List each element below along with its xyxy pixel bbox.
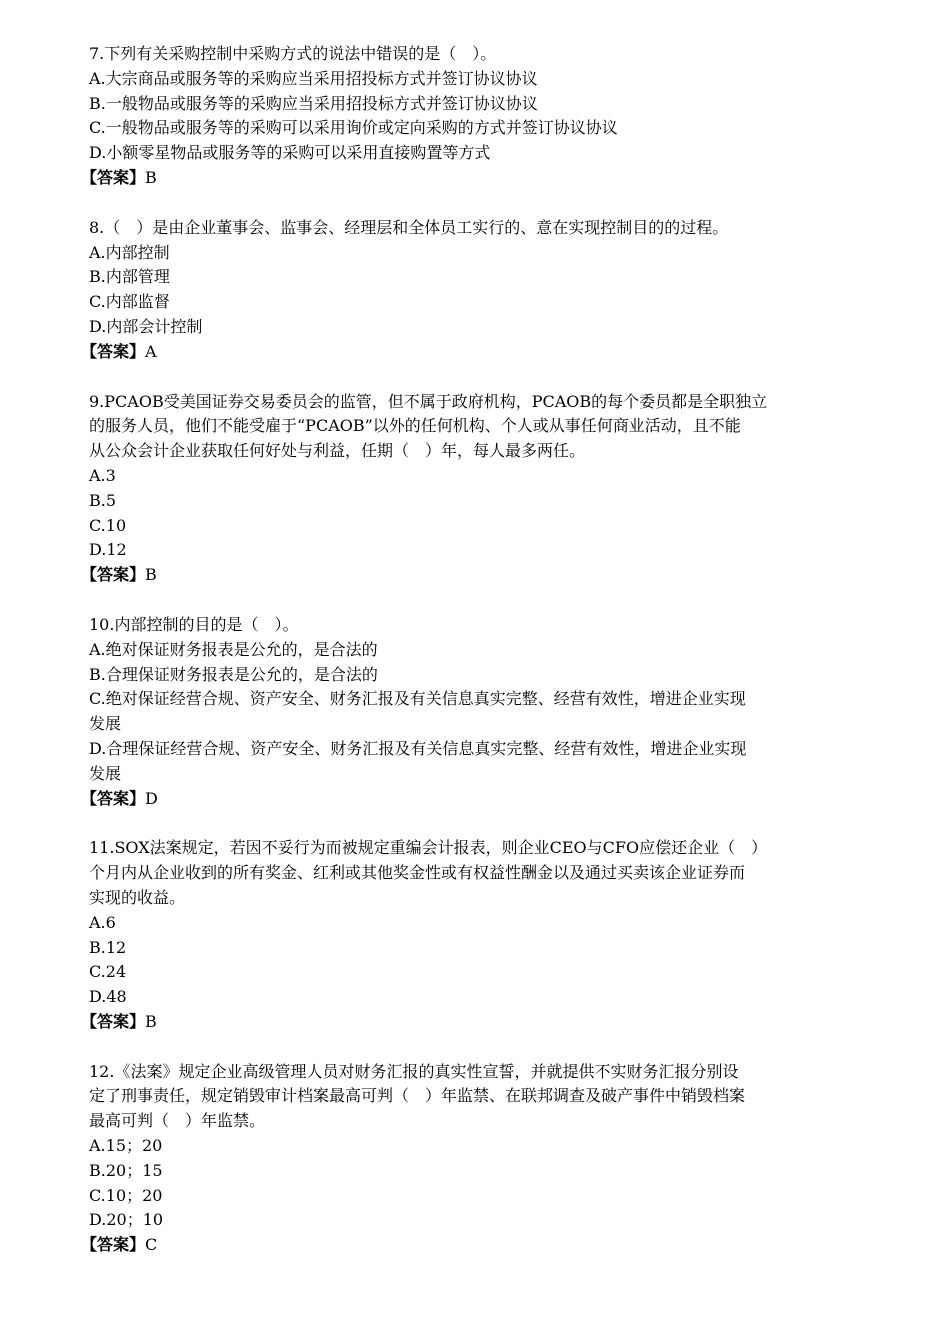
stem-line: 定了刑事责任，规定销毁审计档案最高可判（ ）年监禁、在联邦调查及破产事件中销毁档案 (89, 1086, 746, 1106)
option-c: C.24 (89, 962, 127, 982)
stem-line: 11.SOX法案规定，若因不妥行为而被规定重编会计报表，则企业CEO与CFO应偿还企业（ ） (89, 838, 768, 858)
stem-line: 的服务人员，他们不能受雇于“PCAOB”以外的任何机构、个人或从事任何商业活动，且不能 (89, 416, 741, 436)
option-d: D.合理保证经营合规、资产安全、财务汇报及有关信息真实完整、经营有效性，增进企业实现 (89, 738, 747, 758)
option-d: D.小额零星物品或服务等的采购可以采用直接购置等方式 (89, 143, 491, 163)
question-8 (81, 216, 879, 365)
answer-value: C (145, 1235, 158, 1255)
stem-line: 个月内从企业收到的所有奖金、红利或其他奖金性或有权益性酬金以及通过买卖该企业证券而 (89, 863, 746, 883)
answer-label: 【答案】 (81, 1011, 146, 1031)
answer-line (81, 340, 879, 365)
answer-line (81, 1233, 879, 1258)
answer-line (81, 166, 879, 191)
answer-label: 【答案】 (81, 788, 146, 808)
answer-label: 【答案】 (81, 341, 146, 361)
answer-line (81, 787, 879, 812)
option-b: B.合理保证财务报表是公允的，是合法的 (89, 664, 378, 684)
option-d: D.内部会计控制 (89, 316, 203, 336)
question-stem (89, 836, 879, 910)
stem-line: 从公众会计企业获取任何好处与利益，任期（ ）年，每人最多两任。 (89, 441, 586, 461)
stem-line: 7.下列有关采购控制中采购方式的说法中错误的是（ ）。 (89, 44, 497, 63)
answer-label: 【答案】 (81, 1235, 146, 1255)
option-b: B.12 (89, 937, 127, 957)
option-c: C.绝对保证经营合规、资产安全、财务汇报及有关信息真实完整、经营有效性，增进企业实现 (89, 689, 746, 709)
stem-line: 9.PCAOB受美国证券交易委员会的监管，但不属于政府机构，PCAOB的每个委员都是全职独立 (89, 391, 768, 411)
option-a: A.15；20 (89, 1136, 163, 1156)
option-a: A.内部控制 (89, 242, 170, 262)
answer-label: 【答案】 (81, 167, 146, 187)
question-11 (81, 836, 879, 1034)
stem-line: 8.（ ）是由企业董事会、监事会、经理层和全体员工实行的、意在实现控制目的的过程。 (89, 217, 729, 237)
question-stem (89, 1060, 879, 1134)
option-d: D.48 (89, 987, 127, 1007)
answer-value: B (145, 565, 157, 585)
question-9 (81, 390, 879, 588)
question-stem (89, 216, 879, 241)
stem-line: 12.《法案》规定企业高级管理人员对财务汇报的真实性宣誓，并就提供不实财务汇报分别设 (89, 1061, 739, 1081)
option-c: C.一般物品或服务等的采购可以采用询价或定向采购的方式并签订协议协议 (89, 118, 618, 138)
stem-line: 10.内部控制的目的是（ ）。 (89, 614, 299, 634)
question-stem (89, 613, 879, 638)
question-7 (81, 42, 879, 191)
answer-line (81, 1010, 879, 1035)
option-a: A.绝对保证财务报表是公允的，是合法的 (89, 639, 378, 659)
stem-line: 实现的收益。 (89, 887, 186, 907)
option-a: A.3 (89, 465, 116, 485)
question-12 (81, 1060, 879, 1258)
option-b: B.内部管理 (89, 267, 170, 287)
option-b: B.一般物品或服务等的采购应当采用招投标方式并签订协议协议 (89, 93, 538, 113)
option-c: C.内部监督 (89, 292, 170, 312)
stem-line: 最高可判（ ）年监禁。 (89, 1111, 266, 1131)
answer-value: D (145, 788, 158, 808)
option-a: A.6 (89, 912, 116, 932)
document-page (81, 42, 879, 1283)
option-d-continued: 发展 (89, 763, 122, 783)
option-d: D.12 (89, 540, 127, 560)
option-b: B.20；15 (89, 1160, 163, 1180)
option-b: B.5 (89, 490, 117, 510)
question-10 (81, 613, 879, 811)
answer-value: B (145, 167, 157, 187)
option-d: D.20；10 (89, 1210, 164, 1230)
option-a: A.大宗商品或服务等的采购应当采用招投标方式并签订协议协议 (89, 68, 538, 88)
option-c: C.10 (89, 515, 127, 535)
question-stem (89, 390, 879, 464)
option-c: C.10；20 (89, 1185, 163, 1205)
question-stem (89, 42, 879, 67)
answer-label: 【答案】 (81, 565, 146, 585)
answer-line (81, 563, 879, 588)
answer-value: B (145, 1011, 157, 1031)
answer-value: A (145, 341, 157, 361)
option-c-continued: 发展 (89, 714, 122, 734)
